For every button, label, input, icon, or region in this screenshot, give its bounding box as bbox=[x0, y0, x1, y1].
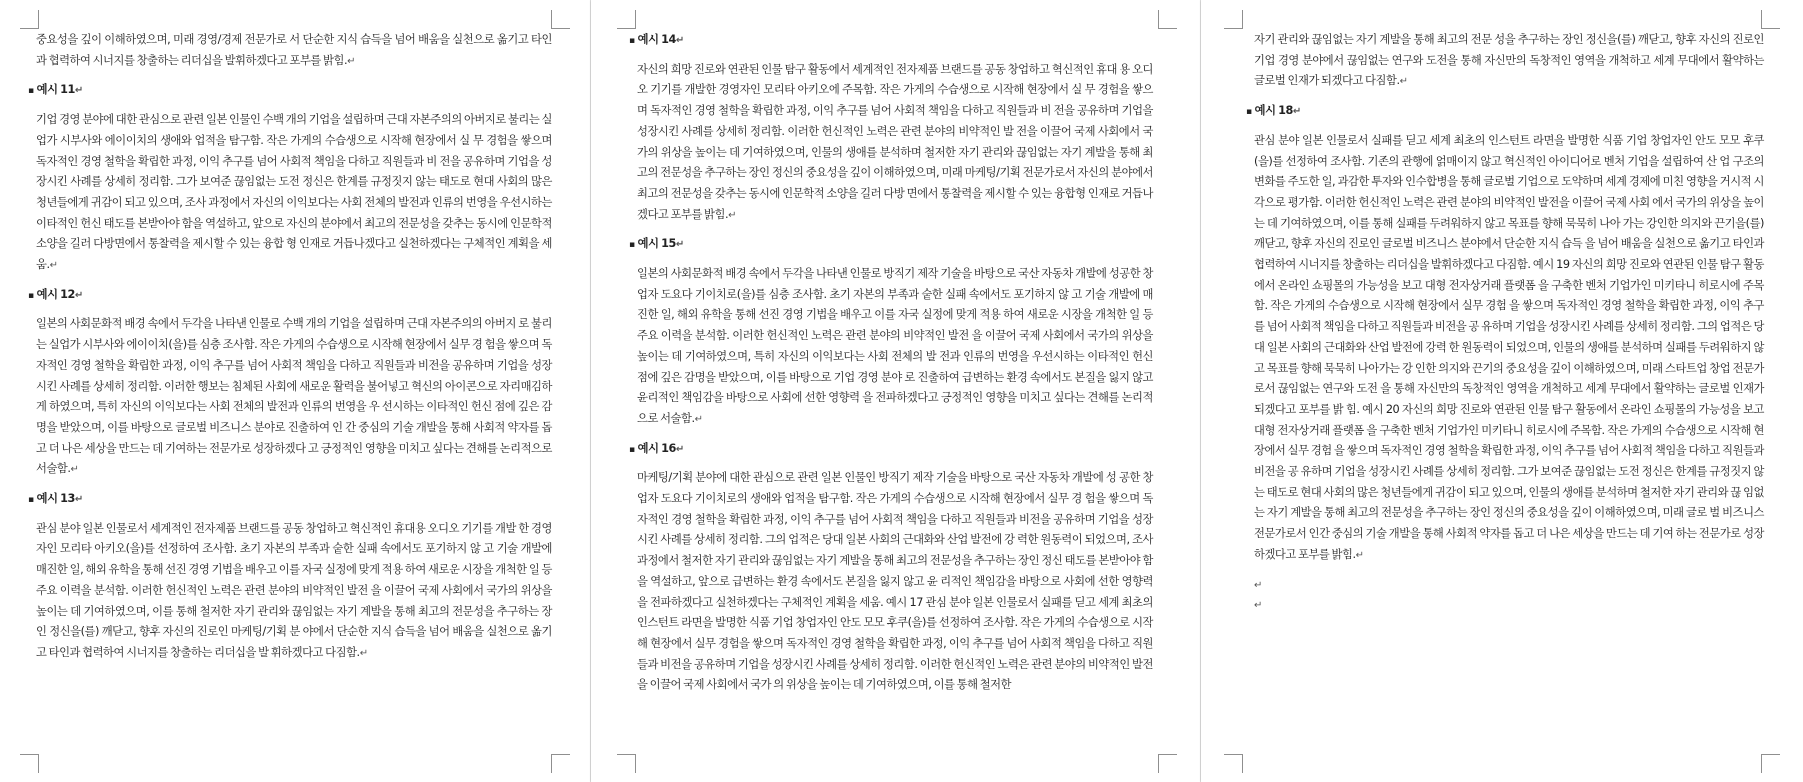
paragraph[interactable]: 자기 관리와 끊임없는 자기 계발을 통해 최고의 전문 성을 추구하는 장인 정신을(를) 깨닫고, 향후 자신의 진로인 기업 경영 분야에서 끊임없는 연구와 도전을 통해 자신만의 독창적인 영역을 개척하고 세계 무대에서 활약하는 글로벌 인재가 되겠다고 다짐함.↵ bbox=[1254, 33, 1764, 88]
example-heading[interactable]: ▪ 예시 13↵ bbox=[36, 489, 552, 511]
crop-mark bbox=[617, 754, 636, 773]
crop-mark bbox=[1224, 754, 1243, 773]
crop-mark bbox=[551, 10, 570, 29]
page-3-body[interactable] bbox=[1254, 30, 1764, 616]
empty-paragraph[interactable]: ↵ bbox=[1254, 579, 1262, 591]
page-1[interactable] bbox=[0, 0, 590, 782]
paragraph[interactable]: 일본의 사회문화적 배경 속에서 두각을 나타낸 인물로 방직기 제작 기술을 바탕으로 국산 자동차 개발에 성공한 창업자 도요다 기이치로(을)를 심층 조사함. 초기 자본의 부족과 숱한 실패 속에서도 포기하지 않 고 기술 개발에 매진한 일, 해외 유학을 통해 선진 경영 기법을 배우고 이를 자국 실정에 맞게 적용 하여 새로운 시장을 개척한 일 등 주요 이력을 분석함. 이러한 헌신적인 노력은 관련 분야의 비약적인 발전 을 이끌어 국제 사회에서 국가의 위상을 높이는 데 기여하였으며, 특히 자신의 이익보다는 사회 전체의 발 전과 인류의 번영을 우선시하는 이타적인 헌신 점에 깊은 감명을 받았으며, 이를 바탕으로 기업 경영 분야 로 진출하여 급변하는 환경 속에서도 본질을 잃지 않고 윤리적인 책임감을 바탕으로 사회에 선한 영향력 을 전파하겠다고 긍정적인 영향을 미치고 싶다는 견해를 논리적으로 서술함.↵ bbox=[637, 267, 1153, 425]
page-3[interactable] bbox=[1201, 0, 1803, 782]
example-heading[interactable]: ▪ 예시 15↵ bbox=[637, 234, 1153, 256]
page-2[interactable] bbox=[591, 0, 1200, 782]
crop-mark bbox=[617, 10, 636, 29]
crop-mark bbox=[20, 754, 39, 773]
crop-mark bbox=[551, 754, 570, 773]
example-heading[interactable]: ▪ 예시 11↵ bbox=[36, 80, 552, 102]
example-heading[interactable]: ▪ 예시 12↵ bbox=[36, 285, 552, 307]
paragraph[interactable]: 일본의 사회문화적 배경 속에서 두각을 나타낸 인물로 수백 개의 기업을 설립하며 근대 자본주의의 아버지 로 불리는 실업가 시부사와 에이이치(을)를 심층 조사함. 작은 가게의 수습생으로 시작해 현장에서 실무 경 험을 쌓으며 독자적인 경영 철학을 확립한 과정, 이익 추구를 넘어 사회적 책임을 다하고 직원들과 비전을 공유하며 기업을 성장시킨 사례를 상세히 정리함. 이러한 행보는 침체된 사회에 새로운 활력을 불어넣고 혁신의 아이콘으로 자리매김하게 하였으며, 특히 자신의 이익보다는 사회 전체의 발전과 인류의 번영을 우 선시하는 이타적인 헌신 점에 깊은 감명을 받았으며, 이를 바탕으로 글로벌 비즈니스 분야로 진출하여 인 간 중심의 기술 개발을 통해 사회적 약자를 돕고 더 나은 세상을 만드는 데 기여하는 전문가로 성장하겠다 고 긍정적인 영향을 미치고 싶다는 견해를 논리적으로 서술함.↵ bbox=[36, 317, 552, 476]
page-1-body[interactable] bbox=[36, 30, 552, 673]
crop-mark bbox=[1761, 754, 1780, 773]
crop-mark bbox=[1158, 754, 1177, 773]
paragraph[interactable]: 기업 경영 분야에 대한 관심으로 관련 일본 인물인 수백 개의 기업을 설립하며 근대 자본주의의 아버지로 불리는 실업가 시부사와 에이이치의 생애와 업적을 탐구함. 작은 가게의 수습생으로 시작해 현장에서 실 무 경험을 쌓으며 독자적인 경영 철학을 확립한 과정, 이익 추구를 넘어 사회적 책임을 다하고 직원들과 비 전을 공유하며 기업을 성장시킨 사례를 상세히 정리함. 그가 보여준 끊임없는 도전 정신은 한계를 규정짓지 않는 태도로 현대 사회의 많은 청년들에게 귀감이 되고 있으며, 조사 과정에서 자신의 이익보다는 사회 전체의 발전과 인류의 번영을 우선시하는 이타적인 헌신 태도를 본받아야 함을 역설하고, 앞으로 자신의 분야에서 최고의 전문성을 갖추는 동시에 인문학적 소양을 길러 다방면에서 통찰력을 제시할 수 있는 융합 형 인재로 거듭나겠다고 실천하겠다는 구체적인 계획을 세움.↵ bbox=[36, 113, 552, 272]
crop-mark bbox=[1761, 10, 1780, 29]
empty-paragraph[interactable]: ↵ bbox=[1254, 600, 1262, 612]
example-heading[interactable]: ▪ 예시 14↵ bbox=[637, 30, 1153, 52]
example-heading[interactable]: ▪ 예시 16↵ bbox=[637, 439, 1153, 461]
paragraph[interactable]: 마케팅/기획 분야에 대한 관심으로 관련 일본 인물인 방직기 제작 기술을 바탕으로 국산 자동차 개발에 성 공한 창업자 도요다 기이치로의 생애와 업적을 탐구함. 작은 가게의 수습생으로 시작해 현장에서 실무 경 험을 쌓으며 독자적인 경영 철학을 확립한 과정, 이익 추구를 넘어 사회적 책임을 다하고 직원들과 비전을 공유하며 기업을 성장시킨 사례를 상세히 정리함. 그의 업적은 당대 일본 사회의 근대화와 산업 발전에 강 력한 원동력이 되었으며, 조사 과정에서 철저한 자기 관리와 끊임없는 자기 계발을 통해 최고의 전문성을 추구하는 장인 정신 태도를 본받아야 함을 역설하고, 앞으로 급변하는 환경 속에서도 본질을 잃지 않고 윤 리적인 책임감을 바탕으로 사회에 선한 영향력을 전파하겠다고 실천하겠다는 구체적인 계획을 세움. 예시 17 관심 분야 일본 인물로서 실패를 딛고 세계 최초의 인스턴트 라면을 발명한 식품 기업 창업자인 안도 모모 후쿠(을)를 선정하여 조사함. 작은 가게의 수습생으로 시작해 현장에서 실무 경험을 쌓으며 독자적인 경영 철학을 확립한 과정, 이익 추구를 넘어 사회적 책임을 다하고 직원들과 비전을 공유하며 기업을 성장시킨 사례를 상세히 정리함. 이러한 헌신적인 노력은 관련 분야의 비약적인 발전을 이끌어 국제 사회에서 국가 의 위상을 높이는 데 기여하였으며, 이를 통해 철저한 bbox=[637, 471, 1153, 692]
paragraph[interactable]: 관심 분야 일본 인물로서 실패를 딛고 세계 최초의 인스턴트 라면을 발명한 식품 기업 창업자인 안도 모모 후쿠(을)를 선정하여 조사함. 기존의 관행에 얽매이지 않고 혁신적인 아이디어로 벤처 기업을 설립하여 산 업 구조의 변화를 주도한 일, 과감한 투자와 인수합병을 통해 글로벌 기업으로 도약하며 세계 경제에 미친 영향을 거시적 시각으로 평가함. 이러한 헌신적인 노력은 관련 분야의 비약적인 발전을 이끌어 국제 사회 에서 국가의 위상을 높이는 데 기여하였으며, 이를 통해 실패를 두려워하지 않고 목표를 향해 묵묵히 나아 가는 강인한 의지와 끈기을(를) 깨닫고, 향후 자신의 진로인 글로벌 비즈니스 분야에서 단순한 지식 습득 을 넘어 배움을 실천으로 옮기고 타인과 협력하여 시너지를 창출하는 리더십을 발휘하겠다고 다짐함. 예시 19 자신의 희망 진로와 연관된 인물 탐구 활동에서 온라인 쇼핑몰의 가능성을 보고 대형 전자상거래 플랫폼 을 구축한 벤처 기업가인 미키타니 히로시에 주목함. 작은 가게의 수습생으로 시작해 현장에서 실무 경험 을 쌓으며 독자적인 경영 철학을 확립한 과정, 이익 추구를 넘어 사회적 책임을 다하고 직원들과 비전을 공 유하며 기업을 성장시킨 사례를 상세히 정리함. 그의 업적은 당대 일본 사회의 근대화와 산업 발전에 강력 한 원동력이 되었으며, 인물의 생애를 분석하며 실패를 두려워하지 않고 목표를 향해 묵묵히 나아가는 강 인한 의지와 끈기의 중요성을 깊이 이해하였으며, 미래 스타트업 창업 전문가로서 끊임없는 연구와 도전 을 통해 자신만의 독창적인 영역을 개척하고 세계 무대에서 활약하는 글로벌 인재가 되겠다고 포부를 밝 힘. 예시 20 자신의 희망 진로와 연관된 인물 탐구 활동에서 온라인 쇼핑몰의 가능성을 보고 대형 전자상거래 플랫폼 을 구축한 벤처 기업가인 미키타니 히로시에 주목함. 작은 가게의 수습생으로 시작해 현장에서 실무 경험 을 쌓으며 독자적인 경영 철학을 확립한 과정, 이익 추구를 넘어 사회적 책임을 다하고 직원들과 비전을 공 유하며 기업을 성장시킨 사례를 상세히 정리함. 그가 보여준 끊임없는 도전 정신은 한계를 규정짓지 않는 태도로 현대 사회의 많은 청년들에게 귀감이 되고 있으며, 인물의 생애를 분석하며 철저한 자기 관리와 끊 임없는 자기 계발을 통해 최고의 전문성을 추구하는 장인 정신의 중요성을 깊이 이해하였으며, 미래 글로 벌 비즈니스 전문가로서 인간 중심의 기술 개발을 통해 사회적 약자를 돕고 더 나은 세상을 만드는 데 기여 하는 전문가로 성장하겠다고 포부를 밝힘.↵ bbox=[1254, 133, 1764, 561]
paragraph[interactable]: 자신의 희망 진로와 연관된 인물 탐구 활동에서 세계적인 전자제품 브랜드를 공동 창업하고 혁신적인 휴대 용 오디오 기기를 개발한 경영자인 모리타 아키오에 주목함. 작은 가게의 수습생으로 시작해 현장에서 실 무 경험을 쌓으며 독자적인 경영 철학을 확립한 과정, 이익 추구를 넘어 사회적 책임을 다하고 직원들과 비 전을 공유하며 기업을 성장시킨 사례를 상세히 정리함. 이러한 헌신적인 노력은 관련 분야의 비약적인 발 전을 이끌어 국제 사회에서 국가의 위상을 높이는 데 기여하였으며, 인물의 생애를 분석하며 철저한 자기 관리와 끊임없는 자기 계발을 통해 최고의 전문성을 추구하는 장인 정신의 중요성을 깊이 이해하였으며, 미래 마케팅/기획 전문가로서 자신의 분야에서 최고의 전문성을 갖추는 동시에 인문학적 소양을 길러 다방 면에서 통찰력을 제시할 수 있는 융합형 인재로 거듭나겠다고 포부를 밝힘.↵ bbox=[637, 62, 1153, 221]
crop-mark bbox=[1158, 10, 1177, 29]
crop-mark bbox=[1224, 10, 1243, 29]
page-2-body[interactable] bbox=[637, 30, 1153, 704]
paragraph[interactable]: 중요성을 깊이 이해하였으며, 미래 경영/경제 전문가로 서 단순한 지식 습득을 넘어 배움을 실천으로 옮기고 타인과 협력하여 시너지를 창출하는 리더십을 발휘하겠다고 포부를 밝힘.↵ bbox=[36, 33, 552, 67]
paragraph[interactable]: 관심 분야 일본 인물로서 세계적인 전자제품 브랜드를 공동 창업하고 혁신적인 휴대용 오디오 기기를 개발 한 경영자인 모리타 아키오(을)를 선정하여 조사함. 초기 자본의 부족과 숱한 실패 속에서도 포기하지 않 고 기술 개발에 매진한 일, 해외 유학을 통해 선진 경영 기법을 배우고 이를 자국 실정에 맞게 적용 하여 새로운 시장을 개척한 일 등 주요 이력을 분석함. 이러한 헌신적인 노력은 관련 분야의 비약적인 발전 을 이끌어 국제 사회에서 국가의 위상을 높이는 데 기여하였으며, 이를 통해 철저한 자기 관리와 끊임없는 자기 계발을 통해 최고의 전문성을 추구하는 장인 정신을(를) 깨닫고, 향후 자신의 진로인 마케팅/기획 분 야에서 단순한 지식 습득을 넘어 배움을 실천으로 옮기고 타인과 협력하여 시너지를 창출하는 리더십을 발 휘하겠다고 다짐함.↵ bbox=[36, 521, 552, 659]
crop-mark bbox=[20, 10, 39, 29]
example-heading[interactable]: ▪ 예시 18↵ bbox=[1254, 101, 1764, 123]
